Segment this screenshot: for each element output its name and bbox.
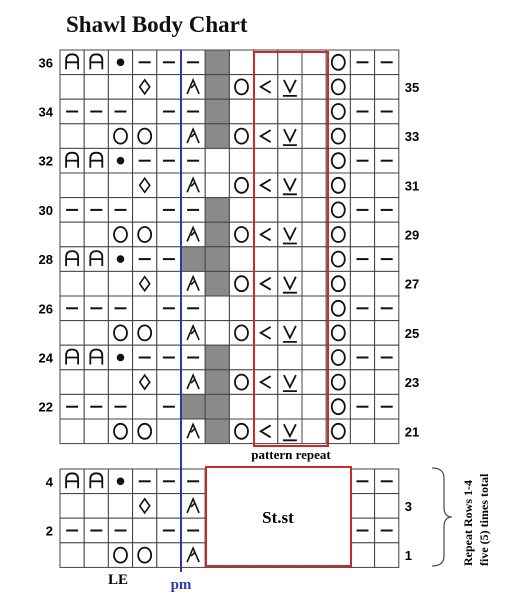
chart-cell: [302, 271, 326, 296]
chart-cell: [375, 370, 399, 395]
shaded-cell: [205, 370, 229, 395]
chart-cell: [84, 271, 108, 296]
chart-cell: [350, 271, 374, 296]
chart-cell: [60, 271, 84, 296]
chart-cell: [278, 50, 302, 75]
chart-cell: [254, 148, 278, 173]
shaded-cell: [205, 271, 229, 296]
row-number-right: 3: [404, 498, 413, 514]
chart-cell: [254, 247, 278, 272]
chart-cell: [326, 419, 350, 444]
chart-cell: [326, 321, 350, 346]
chart-cell: [84, 75, 108, 100]
shaded-cell: [205, 75, 229, 100]
chart-cell: [133, 494, 157, 519]
chart-cell: [229, 148, 253, 173]
chart-cell: [302, 345, 326, 370]
chart-cell: [254, 321, 278, 346]
chart-cell: [133, 99, 157, 124]
chart-cell: [326, 370, 350, 395]
row-number-right: 29: [404, 227, 420, 243]
chart-cell: [108, 494, 132, 519]
chart-cell: [133, 198, 157, 223]
chart-cell: [302, 198, 326, 223]
shaded-cell: [205, 394, 229, 419]
chart-cell: [375, 173, 399, 198]
chart-cell: [108, 419, 132, 444]
chart-cell: [229, 394, 253, 419]
row-number-right: 1: [404, 548, 413, 564]
chart-cell: [205, 296, 229, 321]
row-number-left: 2: [45, 523, 53, 539]
chart-cell: [254, 124, 278, 149]
row-number-left: 24: [38, 350, 53, 366]
row-number-right: 31: [404, 178, 420, 194]
chart-cell: [60, 543, 84, 568]
chart-cell: [84, 543, 108, 568]
chart-cell: [133, 124, 157, 149]
chart-cell: [350, 321, 374, 346]
chart-cell: [229, 124, 253, 149]
chart-cell: [84, 321, 108, 346]
chart-cell: [157, 124, 181, 149]
chart-cell: [229, 50, 253, 75]
chart-cell: [133, 321, 157, 346]
chart-cell: [350, 543, 374, 568]
chart-cell: [133, 173, 157, 198]
row-number-right: 27: [404, 276, 420, 292]
chart-cell: [278, 345, 302, 370]
shaded-cell: [205, 247, 229, 272]
chart-cell: [60, 370, 84, 395]
chart-cell: [278, 296, 302, 321]
chart-cell: [350, 494, 374, 519]
chart-cell: [108, 222, 132, 247]
shaded-cell: [205, 99, 229, 124]
pm-label: pm: [170, 577, 192, 593]
chart-cell: [229, 247, 253, 272]
chart-cell: [375, 543, 399, 568]
chart-cell: [278, 247, 302, 272]
bobble-dot-icon: [117, 478, 125, 486]
chart-cell: [60, 494, 84, 519]
chart-cell: [84, 222, 108, 247]
chart-cell: [326, 50, 350, 75]
chart-cell: [326, 99, 350, 124]
chart-cell: [326, 75, 350, 100]
shaded-cell: [205, 345, 229, 370]
bobble-dot-icon: [117, 59, 125, 67]
chart-cell: [108, 271, 132, 296]
chart-cell: [350, 75, 374, 100]
chart-cell: [229, 271, 253, 296]
chart-cell: [375, 321, 399, 346]
row-number-left: 28: [38, 252, 53, 268]
row-number-right: 25: [404, 325, 420, 341]
row-number-left: 34: [38, 104, 53, 120]
chart-cell: [133, 370, 157, 395]
row-number-right: 33: [404, 129, 420, 145]
chart-cell: [229, 75, 253, 100]
chart-cell: [326, 271, 350, 296]
stst-label: St.st: [262, 508, 294, 527]
chart-cell: [326, 198, 350, 223]
chart-cell: [60, 173, 84, 198]
chart-cell: [254, 198, 278, 223]
pattern-repeat-label: pattern repeat: [251, 447, 331, 462]
bobble-dot-icon: [117, 354, 125, 362]
chart-cell: [350, 370, 374, 395]
chart-cell: [229, 99, 253, 124]
chart-cell: [375, 271, 399, 296]
chart-cell: [278, 148, 302, 173]
chart-cell: [108, 370, 132, 395]
shaded-cell: [181, 394, 205, 419]
chart-cell: [375, 222, 399, 247]
chart-cell: [157, 494, 181, 519]
chart-cell: [84, 173, 108, 198]
chart-cell: [254, 271, 278, 296]
chart-cell: [84, 124, 108, 149]
chart-cell: [157, 419, 181, 444]
chart-cell: [229, 173, 253, 198]
chart-cell: [133, 296, 157, 321]
chart-cell: [326, 173, 350, 198]
row-number-left: 32: [38, 153, 53, 169]
chart-cell: [108, 173, 132, 198]
chart-cell: [157, 370, 181, 395]
chart-cell: [302, 75, 326, 100]
chart-cell: [302, 296, 326, 321]
chart-cell: [326, 124, 350, 149]
chart-cell: [133, 419, 157, 444]
chart-cell: [157, 321, 181, 346]
chart-cell: [302, 148, 326, 173]
row-number-left: 4: [45, 474, 53, 490]
chart-cell: [133, 394, 157, 419]
chart-cell: [302, 222, 326, 247]
chart-cell: [133, 271, 157, 296]
row-number-left: 22: [38, 399, 53, 415]
chart-cell: [60, 124, 84, 149]
chart-cell: [326, 296, 350, 321]
chart-cell: [254, 75, 278, 100]
row-number-right: 35: [404, 79, 420, 95]
top-chart-grid: [39, 50, 420, 444]
chart-cell: [326, 247, 350, 272]
chart-cell: [302, 321, 326, 346]
row-number-right: 23: [404, 375, 420, 391]
repeat-note-line2: five (5) times total: [477, 473, 491, 566]
chart-cell: [278, 394, 302, 419]
chart-cell: [205, 173, 229, 198]
chart-cell: [375, 75, 399, 100]
chart-cell: [326, 345, 350, 370]
shaded-cell: [205, 419, 229, 444]
chart-cell: [229, 222, 253, 247]
row-number-left: 30: [38, 202, 53, 218]
chart-cell: [254, 345, 278, 370]
chart-cell: [278, 99, 302, 124]
chart-cell: [302, 50, 326, 75]
chart-cell: [229, 419, 253, 444]
chart-cell: [254, 222, 278, 247]
chart-cell: [375, 124, 399, 149]
chart-cell: [350, 222, 374, 247]
chart-cell: [254, 296, 278, 321]
chart-cell: [229, 370, 253, 395]
chart-cell: [205, 148, 229, 173]
chart-cell: [157, 543, 181, 568]
chart-cell: [302, 173, 326, 198]
chart-cell: [60, 222, 84, 247]
shaded-cell: [205, 222, 229, 247]
chart-cell: [350, 124, 374, 149]
shaded-cell: [205, 124, 229, 149]
chart-cell: [375, 494, 399, 519]
chart-cell: [278, 198, 302, 223]
chart-cell: [60, 419, 84, 444]
chart-cell: [229, 198, 253, 223]
row-number-left: 26: [38, 301, 53, 317]
repeat-brace: [432, 468, 452, 566]
chart-cell: [326, 148, 350, 173]
chart-cell: [229, 345, 253, 370]
chart-cell: [108, 543, 132, 568]
le-label: LE: [107, 572, 129, 588]
chart-cell: [254, 370, 278, 395]
chart-cell: [133, 222, 157, 247]
chart-title: Shawl Body Chart: [66, 12, 248, 37]
chart-cell: [157, 222, 181, 247]
chart-cell: [254, 173, 278, 198]
chart-cell: [108, 321, 132, 346]
bobble-dot-icon: [117, 255, 125, 263]
chart-cell: [157, 75, 181, 100]
chart-cell: [84, 419, 108, 444]
chart-cell: [133, 518, 157, 543]
chart-cell: [302, 394, 326, 419]
chart-cell: [205, 321, 229, 346]
shaded-cell: [205, 198, 229, 223]
chart-cell: [302, 247, 326, 272]
bobble-dot-icon: [117, 157, 125, 165]
chart-cell: [229, 321, 253, 346]
shaded-cell: [205, 50, 229, 75]
chart-cell: [302, 124, 326, 149]
chart-cell: [350, 419, 374, 444]
shaded-cell: [181, 247, 205, 272]
chart-cell: [254, 99, 278, 124]
chart-cell: [157, 271, 181, 296]
chart-cell: [350, 173, 374, 198]
chart-cell: [84, 494, 108, 519]
chart-cell: [60, 321, 84, 346]
chart-cell: [302, 99, 326, 124]
chart-cell: [326, 222, 350, 247]
chart-cell: [157, 173, 181, 198]
chart-cell: [108, 75, 132, 100]
repeat-note-line1: Repeat Rows 1-4: [461, 480, 475, 566]
chart-cell: [133, 75, 157, 100]
chart-cell: [133, 543, 157, 568]
chart-cell: [254, 419, 278, 444]
chart-cell: [84, 370, 108, 395]
row-number-left: 36: [38, 55, 53, 71]
chart-cell: [60, 75, 84, 100]
chart-cell: [108, 124, 132, 149]
chart-cell: [229, 296, 253, 321]
chart-cell: [254, 50, 278, 75]
chart-cell: [375, 419, 399, 444]
row-number-right: 21: [404, 424, 420, 440]
chart-cell: [302, 419, 326, 444]
chart-cell: [254, 394, 278, 419]
chart-cell: [302, 370, 326, 395]
chart-cell: [326, 394, 350, 419]
